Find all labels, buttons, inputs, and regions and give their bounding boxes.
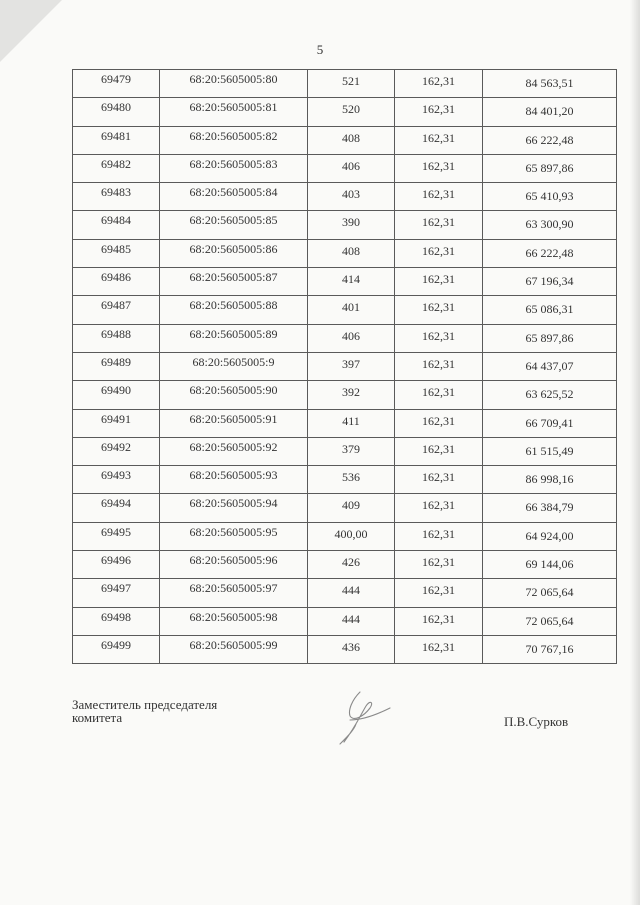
cell-number-text: 69497 xyxy=(101,581,131,596)
table-row xyxy=(73,98,617,126)
cell-area xyxy=(308,437,395,465)
cell-cadastral-value xyxy=(483,98,617,126)
cell-cadastral-number-text: 68:20:5605005:97 xyxy=(189,581,278,596)
cell-cadastral-value-text: 72 065,64 xyxy=(525,613,574,628)
cell-cadastral-value-text: 65 897,86 xyxy=(525,330,574,345)
cell-rate-text: 162,31 xyxy=(422,470,455,485)
cell-rate-text: 162,31 xyxy=(422,215,455,230)
cell-number-text: 69495 xyxy=(101,524,131,539)
cell-cadastral-number-text: 68:20:5605005:90 xyxy=(189,383,278,398)
cell-number-text: 69499 xyxy=(101,637,131,652)
cell-area-text: 397 xyxy=(342,356,360,371)
cell-rate xyxy=(395,522,483,550)
cell-rate xyxy=(395,494,483,522)
cell-number-text: 69496 xyxy=(101,553,131,568)
cell-rate xyxy=(395,324,483,352)
cell-area xyxy=(308,268,395,296)
table-row xyxy=(73,239,617,267)
cell-cadastral-value-text: 64 437,07 xyxy=(525,358,574,373)
cell-area-text: 426 xyxy=(342,555,360,570)
cell-area xyxy=(308,607,395,635)
cell-cadastral-number xyxy=(160,126,308,154)
cell-area xyxy=(308,551,395,579)
cell-rate-text: 162,31 xyxy=(422,441,455,456)
cell-area-text: 408 xyxy=(342,130,360,145)
cell-cadastral-number-text: 68:20:5605005:96 xyxy=(189,553,278,568)
cell-area xyxy=(308,183,395,211)
cell-cadastral-number xyxy=(160,268,308,296)
cell-rate xyxy=(395,296,483,324)
cell-area-text: 414 xyxy=(342,272,360,287)
cell-cadastral-value-text: 64 924,00 xyxy=(525,528,574,543)
cell-cadastral-value xyxy=(483,352,617,380)
cell-number-text: 69489 xyxy=(101,354,131,369)
cell-number xyxy=(73,324,160,352)
cell-rate-text: 162,31 xyxy=(422,272,455,287)
cell-number xyxy=(73,211,160,239)
cell-area xyxy=(308,154,395,182)
cell-rate-text: 162,31 xyxy=(422,413,455,428)
table-row xyxy=(73,183,617,211)
cell-area-text: 444 xyxy=(342,611,360,626)
signatory-title xyxy=(72,698,217,724)
cell-cadastral-number-text: 68:20:5605005:94 xyxy=(189,496,278,511)
table-row xyxy=(73,381,617,409)
cell-rate xyxy=(395,268,483,296)
cell-rate xyxy=(395,607,483,635)
cell-number-text: 69480 xyxy=(101,100,131,115)
cell-rate-text: 162,31 xyxy=(422,300,455,315)
cell-rate-text: 162,31 xyxy=(422,130,455,145)
cell-area-text: 536 xyxy=(342,470,360,485)
cell-rate xyxy=(395,239,483,267)
cell-cadastral-number-text: 68:20:5605005:85 xyxy=(189,213,278,228)
cell-area-text: 401 xyxy=(342,300,360,315)
cell-cadastral-value-text: 65 410,93 xyxy=(525,189,574,204)
table-row xyxy=(73,607,617,635)
cell-number xyxy=(73,239,160,267)
table-row xyxy=(73,211,617,239)
cell-cadastral-value-text: 69 144,06 xyxy=(525,557,574,572)
cell-number xyxy=(73,522,160,550)
cell-cadastral-number xyxy=(160,607,308,635)
cell-area xyxy=(308,126,395,154)
cell-number xyxy=(73,126,160,154)
cell-area-text: 406 xyxy=(342,328,360,343)
cell-cadastral-number xyxy=(160,522,308,550)
cell-cadastral-number xyxy=(160,183,308,211)
table-row xyxy=(73,324,617,352)
cell-number xyxy=(73,466,160,494)
cell-cadastral-number-text: 68:20:5605005:84 xyxy=(189,185,278,200)
cell-area xyxy=(308,466,395,494)
cell-rate-text: 162,31 xyxy=(422,243,455,258)
cell-number xyxy=(73,268,160,296)
cell-cadastral-value xyxy=(483,183,617,211)
cell-rate xyxy=(395,98,483,126)
cell-cadastral-number-text: 68:20:5605005:82 xyxy=(189,128,278,143)
cell-cadastral-number xyxy=(160,239,308,267)
cell-cadastral-number-text: 68:20:5605005:86 xyxy=(189,241,278,256)
cell-rate xyxy=(395,551,483,579)
cell-number-text: 69491 xyxy=(101,411,131,426)
cell-area xyxy=(308,70,395,98)
signatory-title-line2: комитета xyxy=(72,710,123,725)
cell-number xyxy=(73,352,160,380)
cell-area xyxy=(308,494,395,522)
cell-cadastral-value xyxy=(483,551,617,579)
cell-area xyxy=(308,211,395,239)
cell-cadastral-number-text: 68:20:5605005:89 xyxy=(189,326,278,341)
cell-cadastral-value-text: 66 222,48 xyxy=(525,132,574,147)
cell-cadastral-value xyxy=(483,409,617,437)
cell-rate-text: 162,31 xyxy=(422,158,455,173)
cell-rate xyxy=(395,409,483,437)
cell-number-text: 69493 xyxy=(101,468,131,483)
cell-number-text: 69485 xyxy=(101,241,131,256)
cell-area xyxy=(308,239,395,267)
cell-number-text: 69479 xyxy=(101,72,131,86)
cell-cadastral-number xyxy=(160,352,308,380)
table-row xyxy=(73,494,617,522)
cell-cadastral-value-text: 63 300,90 xyxy=(525,217,574,232)
cell-cadastral-value xyxy=(483,494,617,522)
cell-rate-text: 162,31 xyxy=(422,385,455,400)
cell-rate xyxy=(395,579,483,607)
cell-cadastral-value xyxy=(483,324,617,352)
table-body xyxy=(73,70,617,664)
cell-number-text: 69486 xyxy=(101,270,131,285)
cell-number-text: 69481 xyxy=(101,128,131,143)
cell-number xyxy=(73,381,160,409)
cell-cadastral-value-text: 65 086,31 xyxy=(525,302,574,317)
cell-cadastral-value xyxy=(483,522,617,550)
cell-area-text: 392 xyxy=(342,385,360,400)
cell-area xyxy=(308,635,395,663)
handwritten-signature xyxy=(330,686,400,748)
cell-area-text: 436 xyxy=(342,639,360,654)
cell-rate xyxy=(395,635,483,663)
cell-cadastral-number-text: 68:20:5605005:9 xyxy=(192,354,275,369)
cell-number xyxy=(73,437,160,465)
cell-cadastral-number xyxy=(160,154,308,182)
cell-area xyxy=(308,98,395,126)
cell-cadastral-number xyxy=(160,98,308,126)
cell-area xyxy=(308,324,395,352)
cell-rate xyxy=(395,437,483,465)
page-edge-shadow xyxy=(630,0,640,905)
cell-number xyxy=(73,494,160,522)
cell-rate-text: 162,31 xyxy=(422,526,455,541)
cell-cadastral-number-text: 68:20:5605005:87 xyxy=(189,270,278,285)
cell-number-text: 69498 xyxy=(101,609,131,624)
cell-cadastral-number xyxy=(160,466,308,494)
cell-rate-text: 162,31 xyxy=(422,328,455,343)
cell-area-text: 408 xyxy=(342,243,360,258)
cell-rate xyxy=(395,154,483,182)
cell-rate xyxy=(395,381,483,409)
cell-rate xyxy=(395,466,483,494)
cell-rate-text: 162,31 xyxy=(422,498,455,513)
cell-cadastral-value xyxy=(483,268,617,296)
cell-cadastral-number xyxy=(160,409,308,437)
cell-number xyxy=(73,70,160,98)
cell-cadastral-number xyxy=(160,324,308,352)
cell-cadastral-number-text: 68:20:5605005:80 xyxy=(189,72,278,86)
cell-cadastral-value xyxy=(483,296,617,324)
cell-area xyxy=(308,352,395,380)
cell-area xyxy=(308,381,395,409)
cell-rate-text: 162,31 xyxy=(422,611,455,626)
cell-rate xyxy=(395,126,483,154)
cell-cadastral-value xyxy=(483,579,617,607)
signatory-name: П.В.Сурков xyxy=(504,714,569,729)
cell-area xyxy=(308,579,395,607)
cell-number xyxy=(73,296,160,324)
cell-number xyxy=(73,579,160,607)
cell-number-text: 69482 xyxy=(101,156,131,171)
cell-cadastral-value xyxy=(483,70,617,98)
cell-rate xyxy=(395,352,483,380)
table-row xyxy=(73,70,617,98)
cell-number-text: 69492 xyxy=(101,439,131,454)
cell-rate-text: 162,31 xyxy=(422,356,455,371)
cell-cadastral-number xyxy=(160,437,308,465)
cell-rate-text: 162,31 xyxy=(422,187,455,202)
cell-cadastral-value-text: 65 897,86 xyxy=(525,160,574,175)
cell-rate-text: 162,31 xyxy=(422,583,455,598)
cell-cadastral-number xyxy=(160,211,308,239)
cell-cadastral-number-text: 68:20:5605005:95 xyxy=(189,524,278,539)
cell-cadastral-value xyxy=(483,635,617,663)
cell-rate-text: 162,31 xyxy=(422,555,455,570)
table-row xyxy=(73,296,617,324)
cell-cadastral-number-text: 68:20:5605005:99 xyxy=(189,637,278,652)
cell-area-text: 444 xyxy=(342,583,360,598)
cell-number xyxy=(73,154,160,182)
signatory-title-line1: Заместитель председателя xyxy=(72,697,218,712)
table-row xyxy=(73,409,617,437)
table-row xyxy=(73,154,617,182)
table-row xyxy=(73,466,617,494)
cell-cadastral-number xyxy=(160,551,308,579)
cell-cadastral-value-text: 72 065,64 xyxy=(525,585,574,600)
cell-rate xyxy=(395,70,483,98)
cell-area xyxy=(308,409,395,437)
cell-cadastral-value xyxy=(483,466,617,494)
cell-number xyxy=(73,409,160,437)
cell-number-text: 69494 xyxy=(101,496,131,511)
cell-cadastral-value-text: 66 384,79 xyxy=(525,500,574,515)
table-row xyxy=(73,579,617,607)
cell-cadastral-number-text: 68:20:5605005:83 xyxy=(189,156,278,171)
cell-rate-text: 162,31 xyxy=(422,102,455,117)
cell-area-text: 520 xyxy=(342,102,360,117)
cell-number xyxy=(73,183,160,211)
cell-area-text: 400,00 xyxy=(334,526,368,541)
cell-cadastral-number xyxy=(160,70,308,98)
cell-cadastral-value-text: 63 625,52 xyxy=(525,387,574,402)
cell-cadastral-value xyxy=(483,154,617,182)
cell-cadastral-value xyxy=(483,239,617,267)
cell-rate xyxy=(395,183,483,211)
table-row xyxy=(73,551,617,579)
table-row xyxy=(73,635,617,663)
cell-number xyxy=(73,551,160,579)
cell-area-text: 403 xyxy=(342,187,360,202)
cell-number xyxy=(73,635,160,663)
table-row xyxy=(73,126,617,154)
page-number: 5 xyxy=(316,42,324,57)
cell-area xyxy=(308,522,395,550)
cell-cadastral-number-text: 68:20:5605005:93 xyxy=(189,468,278,483)
cell-cadastral-value xyxy=(483,437,617,465)
cell-number-text: 69488 xyxy=(101,326,131,341)
cell-area-text: 406 xyxy=(342,158,360,173)
table-row xyxy=(73,352,617,380)
cell-number-text: 69484 xyxy=(101,213,131,228)
land-plots-table xyxy=(72,69,617,664)
cell-cadastral-value-text: 66 222,48 xyxy=(525,245,574,260)
cell-area-text: 411 xyxy=(342,413,360,428)
cell-cadastral-number xyxy=(160,296,308,324)
cell-cadastral-number-text: 68:20:5605005:88 xyxy=(189,298,278,313)
cell-number-text: 69490 xyxy=(101,383,131,398)
cell-cadastral-value xyxy=(483,607,617,635)
cell-number xyxy=(73,98,160,126)
cell-number-text: 69487 xyxy=(101,298,131,313)
cell-area xyxy=(308,296,395,324)
cell-rate xyxy=(395,211,483,239)
cell-rate-text: 162,31 xyxy=(422,74,455,88)
table-row xyxy=(73,522,617,550)
cell-rate-text: 162,31 xyxy=(422,639,455,654)
cell-cadastral-value xyxy=(483,211,617,239)
cell-cadastral-value xyxy=(483,126,617,154)
cell-area-text: 390 xyxy=(342,215,360,230)
cell-cadastral-number-text: 68:20:5605005:98 xyxy=(189,609,278,624)
cell-cadastral-number xyxy=(160,579,308,607)
cell-cadastral-value-text: 86 998,16 xyxy=(525,472,574,487)
cell-cadastral-value-text: 70 767,16 xyxy=(525,641,574,656)
cell-cadastral-number xyxy=(160,381,308,409)
cell-cadastral-value-text: 84 563,51 xyxy=(525,76,574,90)
cell-cadastral-number-text: 68:20:5605005:81 xyxy=(189,100,278,115)
cell-cadastral-number xyxy=(160,635,308,663)
cell-area-text: 379 xyxy=(342,441,360,456)
cell-number-text: 69483 xyxy=(101,185,131,200)
table-row xyxy=(73,437,617,465)
cell-cadastral-number-text: 68:20:5605005:91 xyxy=(189,411,278,426)
cell-area-text: 521 xyxy=(342,74,360,88)
cell-cadastral-value-text: 66 709,41 xyxy=(525,415,574,430)
cell-number xyxy=(73,607,160,635)
cell-cadastral-number-text: 68:20:5605005:92 xyxy=(189,439,278,454)
cell-cadastral-value-text: 84 401,20 xyxy=(525,104,574,119)
cell-cadastral-number xyxy=(160,494,308,522)
table-row xyxy=(73,268,617,296)
cell-cadastral-value-text: 67 196,34 xyxy=(525,274,574,289)
cell-cadastral-value-text: 61 515,49 xyxy=(525,443,574,458)
cell-cadastral-value xyxy=(483,381,617,409)
cell-area-text: 409 xyxy=(342,498,360,513)
